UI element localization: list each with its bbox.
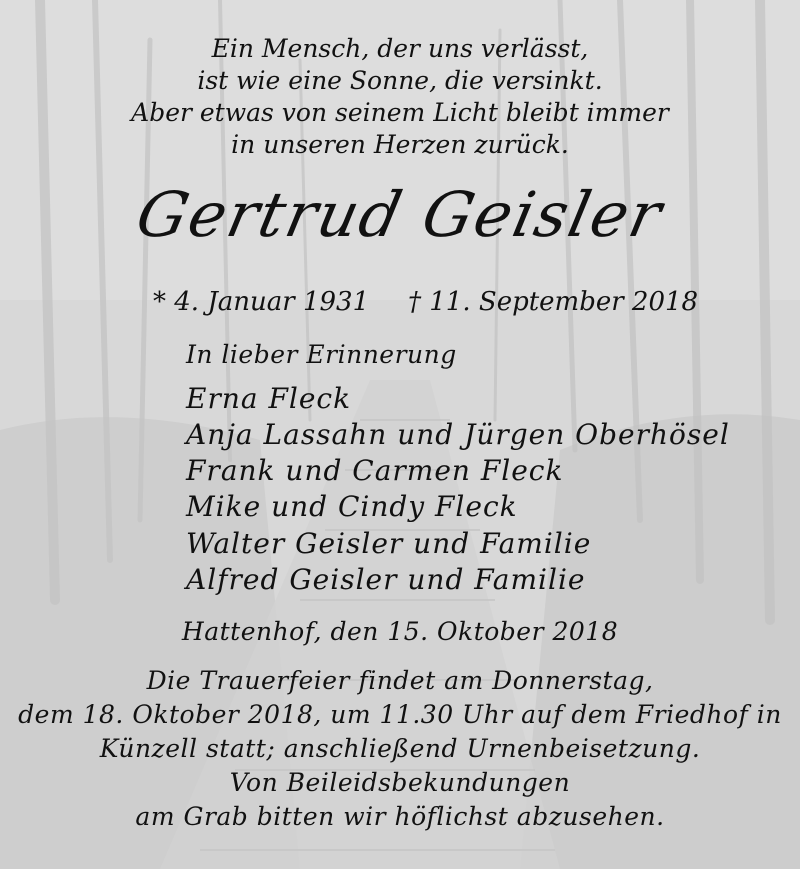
funeral-notice-line: Künzell statt; anschließend Urnenbeisetzung. [99,734,701,763]
mourner-name: Walter Geisler und Familie [186,527,592,560]
mourner-name: Frank und Carmen Fleck [186,454,564,487]
verse-line: in unseren Herzen zurück. [231,130,569,159]
funeral-notice-line: am Grab bitten wir höflichst abzusehen. [135,802,665,831]
funeral-notice-line: dem 18. Oktober 2018, um 11.30 Uhr auf dem Friedhof in [18,700,782,729]
mourner-name: Erna Fleck [186,382,352,415]
mourner-name: Alfred Geisler und Familie [186,563,586,596]
funeral-notice-line: Von Beileidsbekundungen [229,768,571,797]
verse-line: ist wie eine Sonne, die versinkt. [197,66,603,95]
verse-line: Ein Mensch, der uns verlässt, [211,34,589,63]
place-date: Hattenhof, den 15. Oktober 2018 [181,617,619,646]
memory-label: In lieber Erinnerung [186,340,457,369]
birth-date: * 4. Januar 1931 [153,287,370,317]
death-date: † 11. September 2018 [408,287,699,317]
deceased-name: Gertrud Geisler [130,178,670,251]
mourner-name: Anja Lassahn und Jürgen Oberhösel [186,418,730,451]
mourner-name: Mike und Cindy Fleck [186,490,518,523]
funeral-notice-line: Die Trauerfeier findet am Donnerstag, [146,666,654,695]
verse-line: Aber etwas von seinem Licht bleibt immer [131,98,669,127]
